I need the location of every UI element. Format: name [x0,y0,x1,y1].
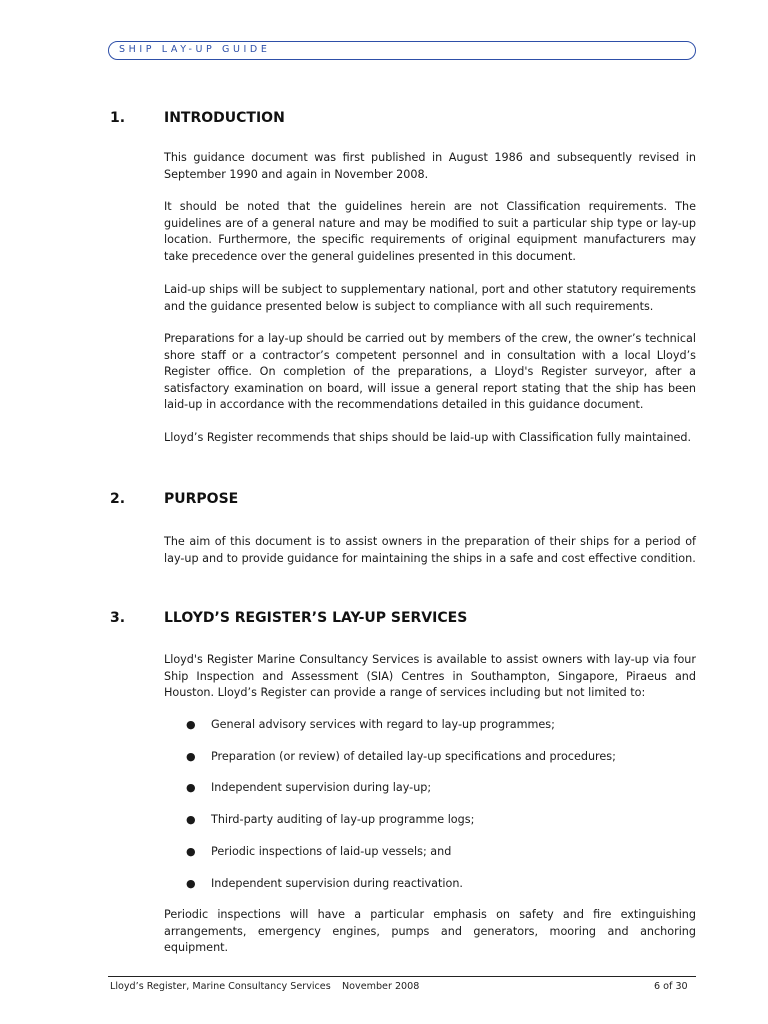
list-item-text: Independent supervision during reactivation. [211,877,463,890]
paragraph: Lloyd's Register Marine Consultancy Services is available to assist owners with lay-up via four Ship Inspection and Assessment (SIA) Centres in Southampton, Singapore, Piraeus and Houston. Lloyd’s Register can provide a range of services including but not limited to: [164,653,696,700]
bullet-icon: ● [186,750,196,763]
section-number: 2. [110,491,126,507]
paragraph: The aim of this document is to assist owners in the preparation of their ships for a period of lay-up and to provide guidance for maintaining the ships in a safe and cost effective condition. [164,535,696,565]
bullet-icon: ● [186,718,196,731]
list-item-text: Periodic inspections of laid-up vessels; and [211,845,452,858]
section-title: LLOYD’S REGISTER’S LAY-UP SERVICES [164,610,468,626]
section-title: INTRODUCTION [164,110,285,126]
list-item-text: Preparation (or review) of detailed lay-up specifications and procedures; [211,750,616,763]
list-item-text: Independent supervision during lay-up; [211,781,432,794]
section-title: PURPOSE [164,491,239,507]
paragraph: Laid-up ships will be subject to supplementary national, port and other statutory requirements and the guidance presented below is subject to compliance with all such requirements. [164,283,696,313]
document-header [108,41,696,60]
bullet-icon: ● [186,781,196,794]
paragraph: Lloyd’s Register recommends that ships should be laid-up with Classification fully maintained. [164,431,692,444]
footer-divider [108,976,696,977]
bullet-icon: ● [186,877,196,890]
footer-page-number: 6 of 30 [654,981,688,992]
bullet-icon: ● [186,845,196,858]
section-number: 3. [110,610,126,626]
list-item-text: Third-party auditing of lay-up programme logs; [211,813,475,826]
list-item-text: General advisory services with regard to lay-up programmes; [211,718,555,731]
paragraph: It should be noted that the guidelines herein are not Classification requirements. The guidelines are of a general nature and may be modified to suit a particular ship type or lay-up location. Furthermore, the specific requirements of original equipment manufacturers may take precedence over the general guidelines presented in this document. [164,200,696,263]
document-header-title: SHIP LAY-UP GUIDE [119,44,271,55]
section-number: 1. [110,110,126,126]
footer-date: November 2008 [342,981,420,992]
footer-organization: Lloyd’s Register, Marine Consultancy Services [110,981,331,992]
paragraph: Periodic inspections will have a particular emphasis on safety and fire extinguishing arrangements, emergency engines, pumps and generators, mooring and anchoring equipment. [164,908,696,955]
paragraph: This guidance document was first published in August 1986 and subsequently revised in September 1990 and again in November 2008. [164,151,696,181]
paragraph: Preparations for a lay-up should be carried out by members of the crew, the owner’s technical shore staff or a contractor’s competent personnel and in consultation with a local Lloyd’s Register office. On completion of the preparations, a Lloyd's Register surveyor, after a satisfactory examination on board, will issue a general report stating that the ship has been laid-up in accordance with the recommendations detailed in this guidance document. [164,332,696,412]
bullet-icon: ● [186,813,196,826]
